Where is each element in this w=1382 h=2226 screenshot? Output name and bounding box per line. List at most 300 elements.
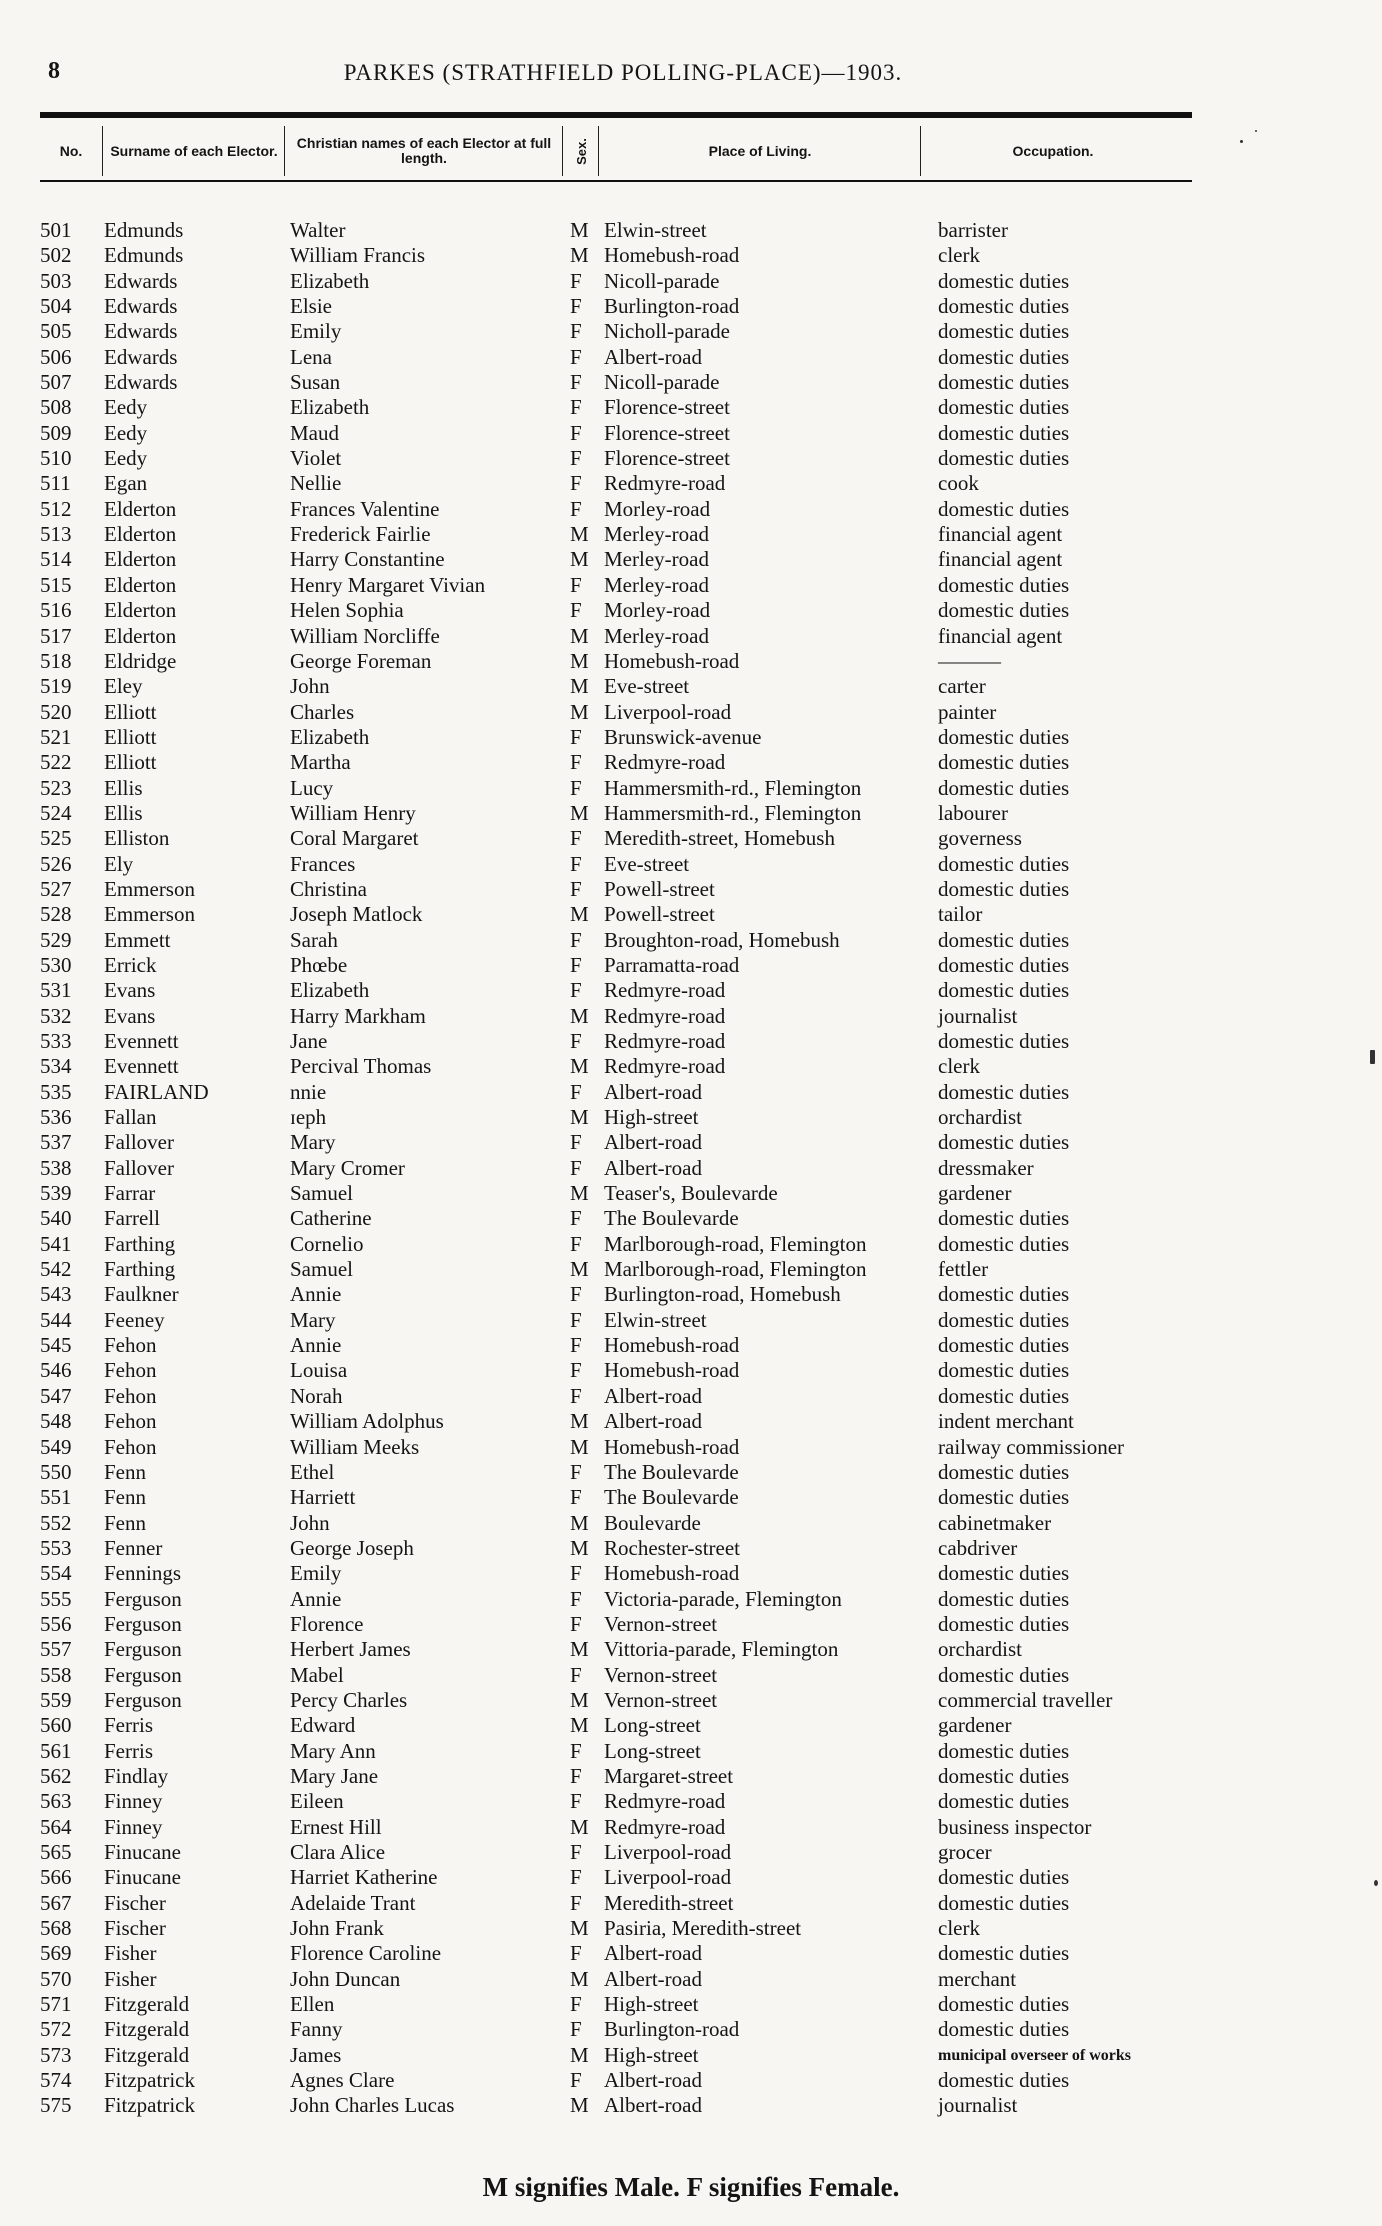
- table-row: [0, 1029, 1382, 1054]
- elector-place-of-living: Merley-road: [604, 547, 709, 572]
- elector-surname: Fisher: [104, 1941, 157, 1966]
- page-header: [48, 56, 1198, 90]
- elector-surname: Fitzgerald: [104, 2017, 190, 2042]
- print-speck: [1374, 1880, 1378, 1886]
- elector-christian-names: Florence: [290, 1611, 364, 1636]
- elector-occupation: dressmaker: [938, 1155, 1034, 1180]
- elector-sex: F: [570, 826, 582, 851]
- elector-christian-names: John Duncan: [290, 1966, 401, 1991]
- elector-number: 539: [40, 1181, 72, 1206]
- elector-sex: M: [570, 218, 589, 242]
- table-row: [0, 345, 1382, 370]
- table-row: [0, 2017, 1382, 2042]
- elector-christian-names: Annie: [290, 1282, 342, 1307]
- elector-sex: F: [570, 1155, 582, 1180]
- elector-place-of-living: Redmyre-road: [604, 978, 726, 1003]
- elector-occupation: domestic duties: [938, 572, 1070, 597]
- elector-sex: F: [570, 775, 582, 800]
- print-speck: [1255, 130, 1257, 132]
- elector-sex: F: [570, 1586, 582, 1611]
- elector-christian-names: Mary: [290, 1307, 336, 1332]
- elector-occupation: municipal overseer of works: [938, 2046, 1132, 2064]
- elector-surname: Finney: [104, 1789, 163, 1814]
- elector-occupation: domestic duties: [938, 294, 1070, 319]
- elector-number: 562: [40, 1763, 72, 1788]
- elector-christian-names: Agnes Clare: [290, 2068, 395, 2093]
- table-row: [0, 852, 1382, 877]
- table-row: [0, 928, 1382, 953]
- table-row: [0, 1054, 1382, 1079]
- elector-number: 510: [40, 446, 72, 471]
- table-row: [0, 1485, 1382, 1510]
- elector-number: 559: [40, 1687, 72, 1712]
- elector-occupation: domestic duties: [938, 1485, 1070, 1510]
- elector-surname: Feeney: [104, 1307, 165, 1332]
- table-row: [0, 1257, 1382, 1282]
- elector-surname: Elderton: [104, 522, 177, 547]
- elector-christian-names: Mary Cromer: [290, 1155, 405, 1180]
- elector-number: 527: [40, 876, 72, 901]
- elector-number: 550: [40, 1459, 72, 1484]
- elector-occupation: domestic duties: [938, 446, 1070, 471]
- elector-number: 512: [40, 496, 72, 521]
- elector-surname: Eley: [104, 674, 143, 699]
- elector-place-of-living: High-street: [604, 1992, 699, 2017]
- table-row: [0, 826, 1382, 851]
- elector-sex: F: [570, 978, 582, 1003]
- elector-place-of-living: The Boulevarde: [604, 1485, 739, 1510]
- elector-number: 544: [40, 1307, 72, 1332]
- elector-number: 540: [40, 1206, 72, 1231]
- table-row: [0, 1004, 1382, 1029]
- table-row: [0, 1992, 1382, 2017]
- elector-occupation: domestic duties: [938, 1865, 1070, 1890]
- elector-christian-names: Samuel: [290, 1257, 353, 1282]
- table-row: [0, 1105, 1382, 1130]
- elector-christian-names: Norah: [290, 1383, 343, 1408]
- elector-surname: Eldridge: [104, 648, 177, 673]
- elector-place-of-living: Albert-road: [604, 1383, 702, 1408]
- elector-surname: Ferguson: [104, 1687, 182, 1712]
- elector-number: 519: [40, 674, 72, 699]
- elector-surname: Fenner: [104, 1535, 163, 1560]
- elector-sex: F: [570, 1307, 582, 1332]
- elector-place-of-living: Nicoll-parade: [604, 370, 720, 395]
- elector-sex: F: [570, 420, 582, 445]
- elector-place-of-living: Albert-road: [604, 1941, 702, 1966]
- table-row: [0, 598, 1382, 623]
- elector-christian-names: Harriett: [290, 1485, 356, 1510]
- elector-place-of-living: Homebush-road: [604, 1358, 740, 1383]
- table-row: [0, 522, 1382, 547]
- elector-number: 567: [40, 1890, 72, 1915]
- elector-sex: F: [570, 1459, 582, 1484]
- table-row: [0, 471, 1382, 496]
- elector-christian-names: William Henry: [290, 800, 416, 825]
- elector-place-of-living: Liverpool-road: [604, 1840, 732, 1864]
- elector-christian-names: Frances Valentine: [290, 496, 440, 521]
- elector-occupation: domestic duties: [938, 876, 1070, 901]
- elector-number: 537: [40, 1130, 72, 1155]
- elector-sex: F: [570, 1282, 582, 1307]
- elector-occupation: domestic duties: [938, 1789, 1070, 1814]
- elector-sex: M: [570, 1966, 589, 1991]
- elector-number: 549: [40, 1434, 72, 1459]
- elector-christian-names: Walter: [290, 218, 346, 242]
- elector-number: 564: [40, 1814, 72, 1839]
- elector-christian-names: Herbert James: [290, 1637, 411, 1662]
- page-title: PARKES (STRATHFIELD POLLING-PLACE)—1903.: [343, 60, 903, 85]
- elector-occupation: indent merchant: [938, 1409, 1074, 1434]
- elector-place-of-living: Homebush-road: [604, 1333, 740, 1358]
- elector-occupation: domestic duties: [938, 1282, 1070, 1307]
- column-header-christian-names: Christian names of each Elector at full length.: [286, 126, 563, 176]
- elector-number: 561: [40, 1738, 72, 1763]
- elector-christian-names: ɪeph: [290, 1105, 327, 1130]
- elector-number: 522: [40, 750, 72, 775]
- elector-surname: Elderton: [104, 572, 177, 597]
- elector-occupation: domestic duties: [938, 370, 1070, 395]
- elector-sex: F: [570, 1358, 582, 1383]
- elector-sex: F: [570, 1231, 582, 1256]
- elector-occupation: cook: [938, 471, 979, 496]
- table-row: [0, 877, 1382, 902]
- elector-occupation: labourer: [938, 800, 1008, 825]
- elector-surname: Fitzgerald: [104, 1992, 190, 2017]
- elector-place-of-living: Nicholl-parade: [604, 319, 730, 344]
- elector-number: 501: [40, 218, 72, 242]
- elector-sex: F: [570, 876, 582, 901]
- elector-occupation: domestic duties: [938, 1586, 1070, 1611]
- elector-number: 508: [40, 395, 72, 420]
- elector-occupation: tailor: [938, 902, 983, 927]
- elector-surname: FAIRLAND: [104, 1079, 209, 1104]
- table-row: [0, 1206, 1382, 1231]
- column-header-surname: Surname of each Elector.: [104, 126, 285, 176]
- column-header-sex: Sex.: [564, 126, 599, 176]
- elector-occupation: financial agent: [938, 623, 1063, 648]
- elector-christian-names: Frederick Fairlie: [290, 522, 431, 547]
- elector-place-of-living: Redmyre-road: [604, 1789, 726, 1814]
- elector-place-of-living: Long-street: [604, 1713, 701, 1738]
- elector-christian-names: Phœbe: [290, 952, 348, 977]
- elector-surname: Fenn: [104, 1510, 146, 1535]
- elector-number: 511: [40, 471, 71, 496]
- elector-surname: Finucane: [104, 1840, 181, 1864]
- elector-number: 518: [40, 648, 72, 673]
- elector-christian-names: Henry Margaret Vivian: [290, 572, 486, 597]
- table-row: [0, 750, 1382, 775]
- elector-number: 575: [40, 2093, 72, 2118]
- elector-christian-names: Annie: [290, 1333, 342, 1358]
- elector-place-of-living: Hammersmith-rd., Flemington: [604, 775, 862, 800]
- table-row: [0, 1865, 1382, 1890]
- elector-sex: F: [570, 446, 582, 471]
- elector-place-of-living: Vernon-street: [604, 1662, 718, 1687]
- elector-christian-names: Ernest Hill: [290, 1814, 382, 1839]
- elector-occupation: financial agent: [938, 547, 1063, 572]
- elector-sex: F: [570, 1992, 582, 2017]
- elector-occupation: domestic duties: [938, 1941, 1070, 1966]
- elector-occupation: barrister: [938, 218, 1008, 242]
- elector-number: 524: [40, 800, 72, 825]
- elector-christian-names: Mary Jane: [290, 1763, 379, 1788]
- table-row: [0, 1232, 1382, 1257]
- elector-number: 556: [40, 1611, 72, 1636]
- elector-place-of-living: Powell-street: [604, 902, 715, 927]
- elector-occupation: domestic duties: [938, 1738, 1070, 1763]
- elector-sex: M: [570, 1916, 589, 1941]
- elector-surname: Finney: [104, 1814, 163, 1839]
- elector-christian-names: Fanny: [290, 2017, 343, 2042]
- elector-surname: Elliott: [104, 699, 157, 724]
- elector-christian-names: Mary: [290, 1130, 336, 1155]
- elector-occupation: gardener: [938, 1713, 1012, 1738]
- elector-surname: Ellis: [104, 775, 143, 800]
- table-row: [0, 1460, 1382, 1485]
- elector-surname: Errick: [104, 952, 157, 977]
- elector-occupation: gardener: [938, 1181, 1012, 1206]
- elector-place-of-living: Homebush-road: [604, 243, 740, 268]
- elector-place-of-living: Pasiria, Meredith-street: [604, 1916, 802, 1941]
- elector-sex: M: [570, 1687, 589, 1712]
- elector-occupation: clerk: [938, 1916, 980, 1941]
- elector-christian-names: Joseph Matlock: [290, 902, 423, 927]
- elector-number: 574: [40, 2068, 72, 2093]
- elector-christian-names: Jane: [290, 1029, 328, 1053]
- elector-christian-names: Frances: [290, 851, 356, 876]
- elector-occupation: domestic duties: [938, 420, 1070, 445]
- elector-sex: F: [570, 1763, 582, 1788]
- elector-sex: M: [570, 1409, 589, 1434]
- elector-christian-names: Sarah: [290, 927, 338, 952]
- elector-number: 530: [40, 952, 72, 977]
- elector-place-of-living: Teaser's, Boulevarde: [604, 1181, 778, 1206]
- elector-surname: Ferguson: [104, 1662, 182, 1687]
- elector-place-of-living: Liverpool-road: [604, 699, 732, 724]
- elector-sex: F: [570, 1662, 582, 1687]
- elector-christian-names: Helen Sophia: [290, 598, 404, 623]
- elector-christian-names: Harriet Katherine: [290, 1865, 438, 1890]
- elector-occupation: domestic duties: [938, 1611, 1070, 1636]
- elector-place-of-living: Brunswick-avenue: [604, 724, 762, 749]
- column-header-occupation: Occupation.: [1012, 142, 1094, 159]
- elector-sex: F: [570, 344, 582, 369]
- elector-occupation: journalist: [938, 2093, 1018, 2118]
- table-row: [0, 573, 1382, 598]
- elector-sex: F: [570, 1789, 582, 1814]
- elector-sex: M: [570, 1003, 589, 1028]
- table-row: [0, 1713, 1382, 1738]
- elector-sex: F: [570, 496, 582, 521]
- elector-sex: M: [570, 623, 589, 648]
- elector-occupation: painter: [938, 699, 997, 724]
- elector-christian-names: Clara Alice: [290, 1840, 386, 1864]
- elector-sex: F: [570, 572, 582, 597]
- elector-surname: Fehon: [104, 1333, 157, 1358]
- elector-number: 514: [40, 547, 72, 572]
- elector-sex: M: [570, 2093, 589, 2118]
- elector-number: 571: [40, 1992, 72, 2017]
- elector-surname: Fehon: [104, 1434, 157, 1459]
- elector-surname: Faulkner: [104, 1282, 179, 1307]
- elector-number: 532: [40, 1003, 72, 1028]
- elector-place-of-living: Homebush-road: [604, 1434, 740, 1459]
- elector-sex: F: [570, 1941, 582, 1966]
- elector-sex: F: [570, 370, 582, 395]
- elector-surname: Fehon: [104, 1409, 157, 1434]
- elector-surname: Fallover: [104, 1155, 174, 1180]
- table-row: [0, 1891, 1382, 1916]
- elector-occupation: domestic duties: [938, 1763, 1070, 1788]
- elector-sex: F: [570, 1206, 582, 1231]
- elector-surname: Emmerson: [104, 902, 195, 927]
- table-row: [0, 421, 1382, 446]
- elector-christian-names: nnie: [290, 1079, 327, 1104]
- elector-number: 538: [40, 1155, 72, 1180]
- elector-occupation: domestic duties: [938, 851, 1070, 876]
- elector-sex: F: [570, 1561, 582, 1586]
- elector-number: 529: [40, 927, 72, 952]
- elector-christian-names: Ethel: [290, 1459, 335, 1484]
- elector-sex: F: [570, 724, 582, 749]
- elector-occupation: domestic duties: [938, 2068, 1070, 2093]
- elector-occupation: domestic duties: [938, 1206, 1070, 1231]
- elector-occupation: domestic duties: [938, 1459, 1070, 1484]
- elector-occupation: domestic duties: [938, 598, 1070, 623]
- elector-surname: Fenn: [104, 1459, 146, 1484]
- elector-number: 502: [40, 243, 72, 268]
- elector-surname: Elliott: [104, 750, 157, 775]
- elector-place-of-living: Albert-road: [604, 1155, 702, 1180]
- elector-sex: F: [570, 2068, 582, 2093]
- elector-surname: Farrar: [104, 1181, 156, 1206]
- elector-sex: F: [570, 1611, 582, 1636]
- elector-place-of-living: High-street: [604, 2042, 699, 2067]
- table-row: [0, 1739, 1382, 1764]
- elector-number: 547: [40, 1383, 72, 1408]
- print-speck: [1370, 1050, 1375, 1064]
- elector-surname: Fitzpatrick: [104, 2068, 195, 2093]
- elector-surname: Evennett: [104, 1054, 179, 1079]
- elector-sex: M: [570, 648, 589, 673]
- table-row: [0, 1587, 1382, 1612]
- elector-number: 555: [40, 1586, 72, 1611]
- elector-number: 525: [40, 826, 72, 851]
- elector-surname: Finucane: [104, 1865, 181, 1890]
- elector-surname: Farthing: [104, 1231, 176, 1256]
- elector-occupation: domestic duties: [938, 978, 1070, 1003]
- elector-sex: M: [570, 699, 589, 724]
- elector-christian-names: Martha: [290, 750, 351, 775]
- table-row: [0, 1156, 1382, 1181]
- elector-occupation: fettler: [938, 1257, 989, 1282]
- table-row: [0, 1916, 1382, 1941]
- elector-number: 573: [40, 2042, 72, 2067]
- table-row: [0, 1181, 1382, 1206]
- elector-occupation: carter: [938, 674, 986, 699]
- elector-surname: Elderton: [104, 547, 177, 572]
- elector-christian-names: William Adolphus: [290, 1409, 444, 1434]
- elector-sex: F: [570, 952, 582, 977]
- elector-number: 503: [40, 268, 72, 293]
- elector-place-of-living: Albert-road: [604, 1409, 702, 1434]
- elector-number: 558: [40, 1662, 72, 1687]
- elector-place-of-living: Vernon-street: [604, 1611, 718, 1636]
- elector-surname: Ellis: [104, 800, 143, 825]
- elector-surname: Edmunds: [104, 218, 184, 242]
- elector-christian-names: Lucy: [290, 775, 334, 800]
- table-row: [0, 1967, 1382, 1992]
- elector-christian-names: Mary Ann: [290, 1738, 376, 1763]
- elector-number: 541: [40, 1231, 72, 1256]
- elector-place-of-living: Long-street: [604, 1738, 701, 1763]
- elector-occupation: domestic duties: [938, 1029, 1070, 1053]
- elector-place-of-living: Redmyre-road: [604, 1054, 726, 1079]
- elector-occupation: domestic duties: [938, 952, 1070, 977]
- elector-christian-names: Florence Caroline: [290, 1941, 442, 1966]
- elector-number: 557: [40, 1637, 72, 1662]
- table-row: [0, 1941, 1382, 1966]
- elector-occupation: journalist: [938, 1003, 1018, 1028]
- elector-christian-names: Susan: [290, 370, 341, 395]
- elector-sex: M: [570, 902, 589, 927]
- table-row: [0, 1815, 1382, 1840]
- table-row: [0, 1840, 1382, 1865]
- elector-occupation: merchant: [938, 1966, 1017, 1991]
- elector-number: 543: [40, 1282, 72, 1307]
- elector-number: 505: [40, 319, 72, 344]
- elector-sex: F: [570, 1130, 582, 1155]
- elector-christian-names: Harry Constantine: [290, 547, 445, 572]
- elector-surname: Elderton: [104, 496, 177, 521]
- elector-occupation: domestic duties: [938, 775, 1070, 800]
- elector-place-of-living: Elwin-street: [604, 218, 707, 242]
- elector-christian-names: Louisa: [290, 1358, 348, 1383]
- table-row: [0, 624, 1382, 649]
- elector-surname: Edwards: [104, 268, 178, 293]
- elector-place-of-living: Hammersmith-rd., Flemington: [604, 800, 862, 825]
- elector-surname: Fennings: [104, 1561, 182, 1586]
- elector-christian-names: Catherine: [290, 1206, 372, 1231]
- elector-sex: F: [570, 1890, 582, 1915]
- elector-occupation: domestic duties: [938, 1561, 1070, 1586]
- elector-surname: Emmett: [104, 927, 171, 952]
- elector-christian-names: Elizabeth: [290, 724, 370, 749]
- elector-number: 553: [40, 1535, 72, 1560]
- elector-surname: Fenn: [104, 1485, 146, 1510]
- elector-number: 546: [40, 1358, 72, 1383]
- table-row: [0, 902, 1382, 927]
- elector-surname: Eedy: [104, 446, 148, 471]
- elector-sex: M: [570, 547, 589, 572]
- elector-sex: F: [570, 1738, 582, 1763]
- elector-christian-names: Emily: [290, 1561, 342, 1586]
- elector-christian-names: Mabel: [290, 1662, 344, 1687]
- elector-place-of-living: Rochester-street: [604, 1535, 741, 1560]
- elector-sex: F: [570, 2017, 582, 2042]
- elector-place-of-living: Florence-street: [604, 395, 730, 420]
- table-row: [0, 1384, 1382, 1409]
- elector-number: 565: [40, 1840, 72, 1864]
- elector-occupation: domestic duties: [938, 2017, 1070, 2042]
- elector-place-of-living: Homebush-road: [604, 1561, 740, 1586]
- elector-number: 569: [40, 1941, 72, 1966]
- elector-occupation: clerk: [938, 243, 980, 268]
- table-row: [0, 1409, 1382, 1434]
- elector-surname: Egan: [104, 471, 148, 496]
- elector-occupation: domestic duties: [938, 750, 1070, 775]
